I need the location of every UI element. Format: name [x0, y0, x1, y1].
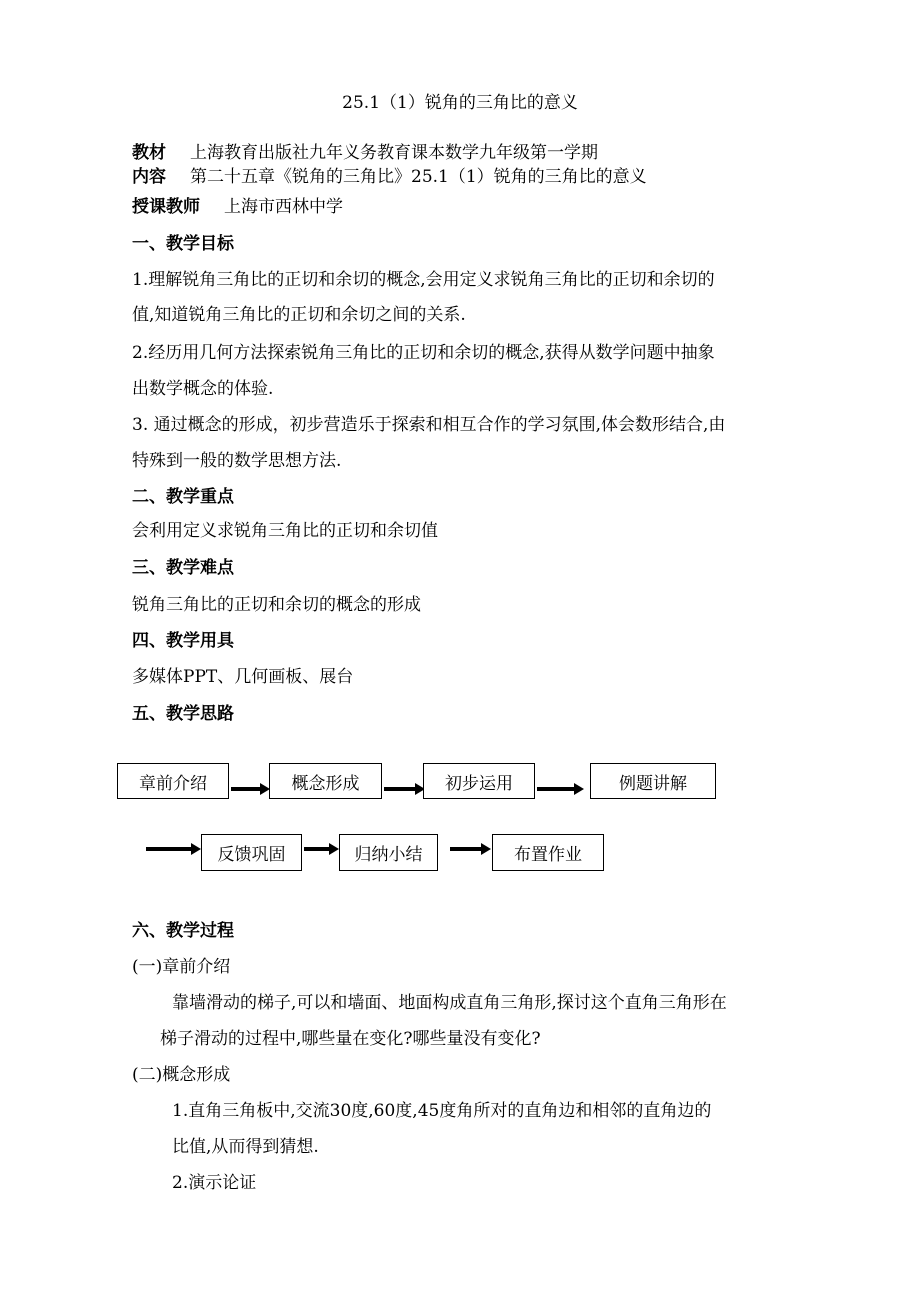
subsection-1-line: 靠墙滑动的梯子,可以和墙面、地面构成直角三角形,探讨这个直角三角形在 — [172, 993, 727, 1013]
section-2-text: 会利用定义求锐角三角比的正切和余切值 — [132, 521, 438, 541]
subsection-1-line: 梯子滑动的过程中,哪些量在变化?哪些量没有变化? — [160, 1029, 541, 1049]
objective-line: 3. 通过概念的形成，初步营造乐于探索和相互合作的学习氛围,体会数形结合,由 — [132, 415, 726, 435]
section-5-heading: 五、教学思路 — [132, 704, 234, 724]
flow-step-summary: 归纳小结 — [339, 834, 438, 871]
objective-line: 出数学概念的体验. — [132, 379, 274, 399]
flow-step-examples: 例题讲解 — [590, 763, 716, 799]
objective-line: 1.理解锐角三角比的正切和余切的概念,会用定义求锐角三角比的正切和余切的 — [132, 270, 715, 290]
flow-arrow — [231, 787, 261, 791]
meta-teacher — [132, 192, 343, 217]
subsection-2-line: 2.演示论证 — [172, 1173, 257, 1193]
subsection-1-title: (一)章前介绍 — [132, 957, 231, 977]
textbook-value: 上海教育出版社九年义务教育课本数学九年级第一学期 — [190, 143, 598, 163]
flow-arrow — [384, 787, 416, 791]
teacher-label: 授课教师 — [132, 197, 200, 217]
section-3-text: 锐角三角比的正切和余切的概念的形成 — [132, 595, 421, 615]
objective-line: 值,知道锐角三角比的正切和余切之间的关系. — [132, 305, 466, 325]
subsection-2-line: 1.直角三角板中,交流30度,60度,45度角所对的直角边和相邻的直角边的 — [172, 1101, 712, 1121]
flow-arrow — [146, 847, 192, 851]
meta-textbook — [132, 138, 598, 163]
section-4-heading: 四、教学用具 — [132, 631, 234, 651]
flow-arrow — [537, 787, 575, 791]
objective-line: 特殊到一般的数学思想方法. — [132, 451, 342, 471]
section-4-text: 多媒体PPT、几何画板、展台 — [132, 667, 354, 687]
textbook-label: 教材 — [132, 143, 166, 163]
section-1-heading: 一、教学目标 — [132, 234, 234, 254]
section-6-heading: 六、教学过程 — [132, 921, 234, 941]
flow-step-concept: 概念形成 — [269, 763, 382, 799]
flow-arrow — [304, 847, 330, 851]
content-value: 第二十五章《锐角的三角比》25.1（1）锐角的三角比的意义 — [190, 167, 647, 187]
section-2-heading: 二、教学重点 — [132, 487, 234, 507]
subsection-2-title: (二)概念形成 — [132, 1065, 231, 1085]
flow-arrow — [450, 847, 482, 851]
section-3-heading: 三、教学难点 — [132, 558, 234, 578]
subsection-2-line: 比值,从而得到猜想. — [172, 1137, 319, 1157]
flow-step-feedback: 反馈巩固 — [201, 834, 302, 871]
meta-content — [132, 162, 647, 187]
teacher-value: 上海市西林中学 — [224, 197, 343, 217]
flow-step-intro: 章前介绍 — [117, 763, 229, 799]
content-label: 内容 — [132, 167, 166, 187]
objective-line: 2.经历用几何方法探索锐角三角比的正切和余切的概念,获得从数学问题中抽象 — [132, 343, 715, 363]
flow-step-apply: 初步运用 — [423, 763, 535, 799]
flow-step-homework: 布置作业 — [492, 834, 604, 871]
document-title: 25.1（1）锐角的三角比的意义 — [342, 93, 578, 113]
